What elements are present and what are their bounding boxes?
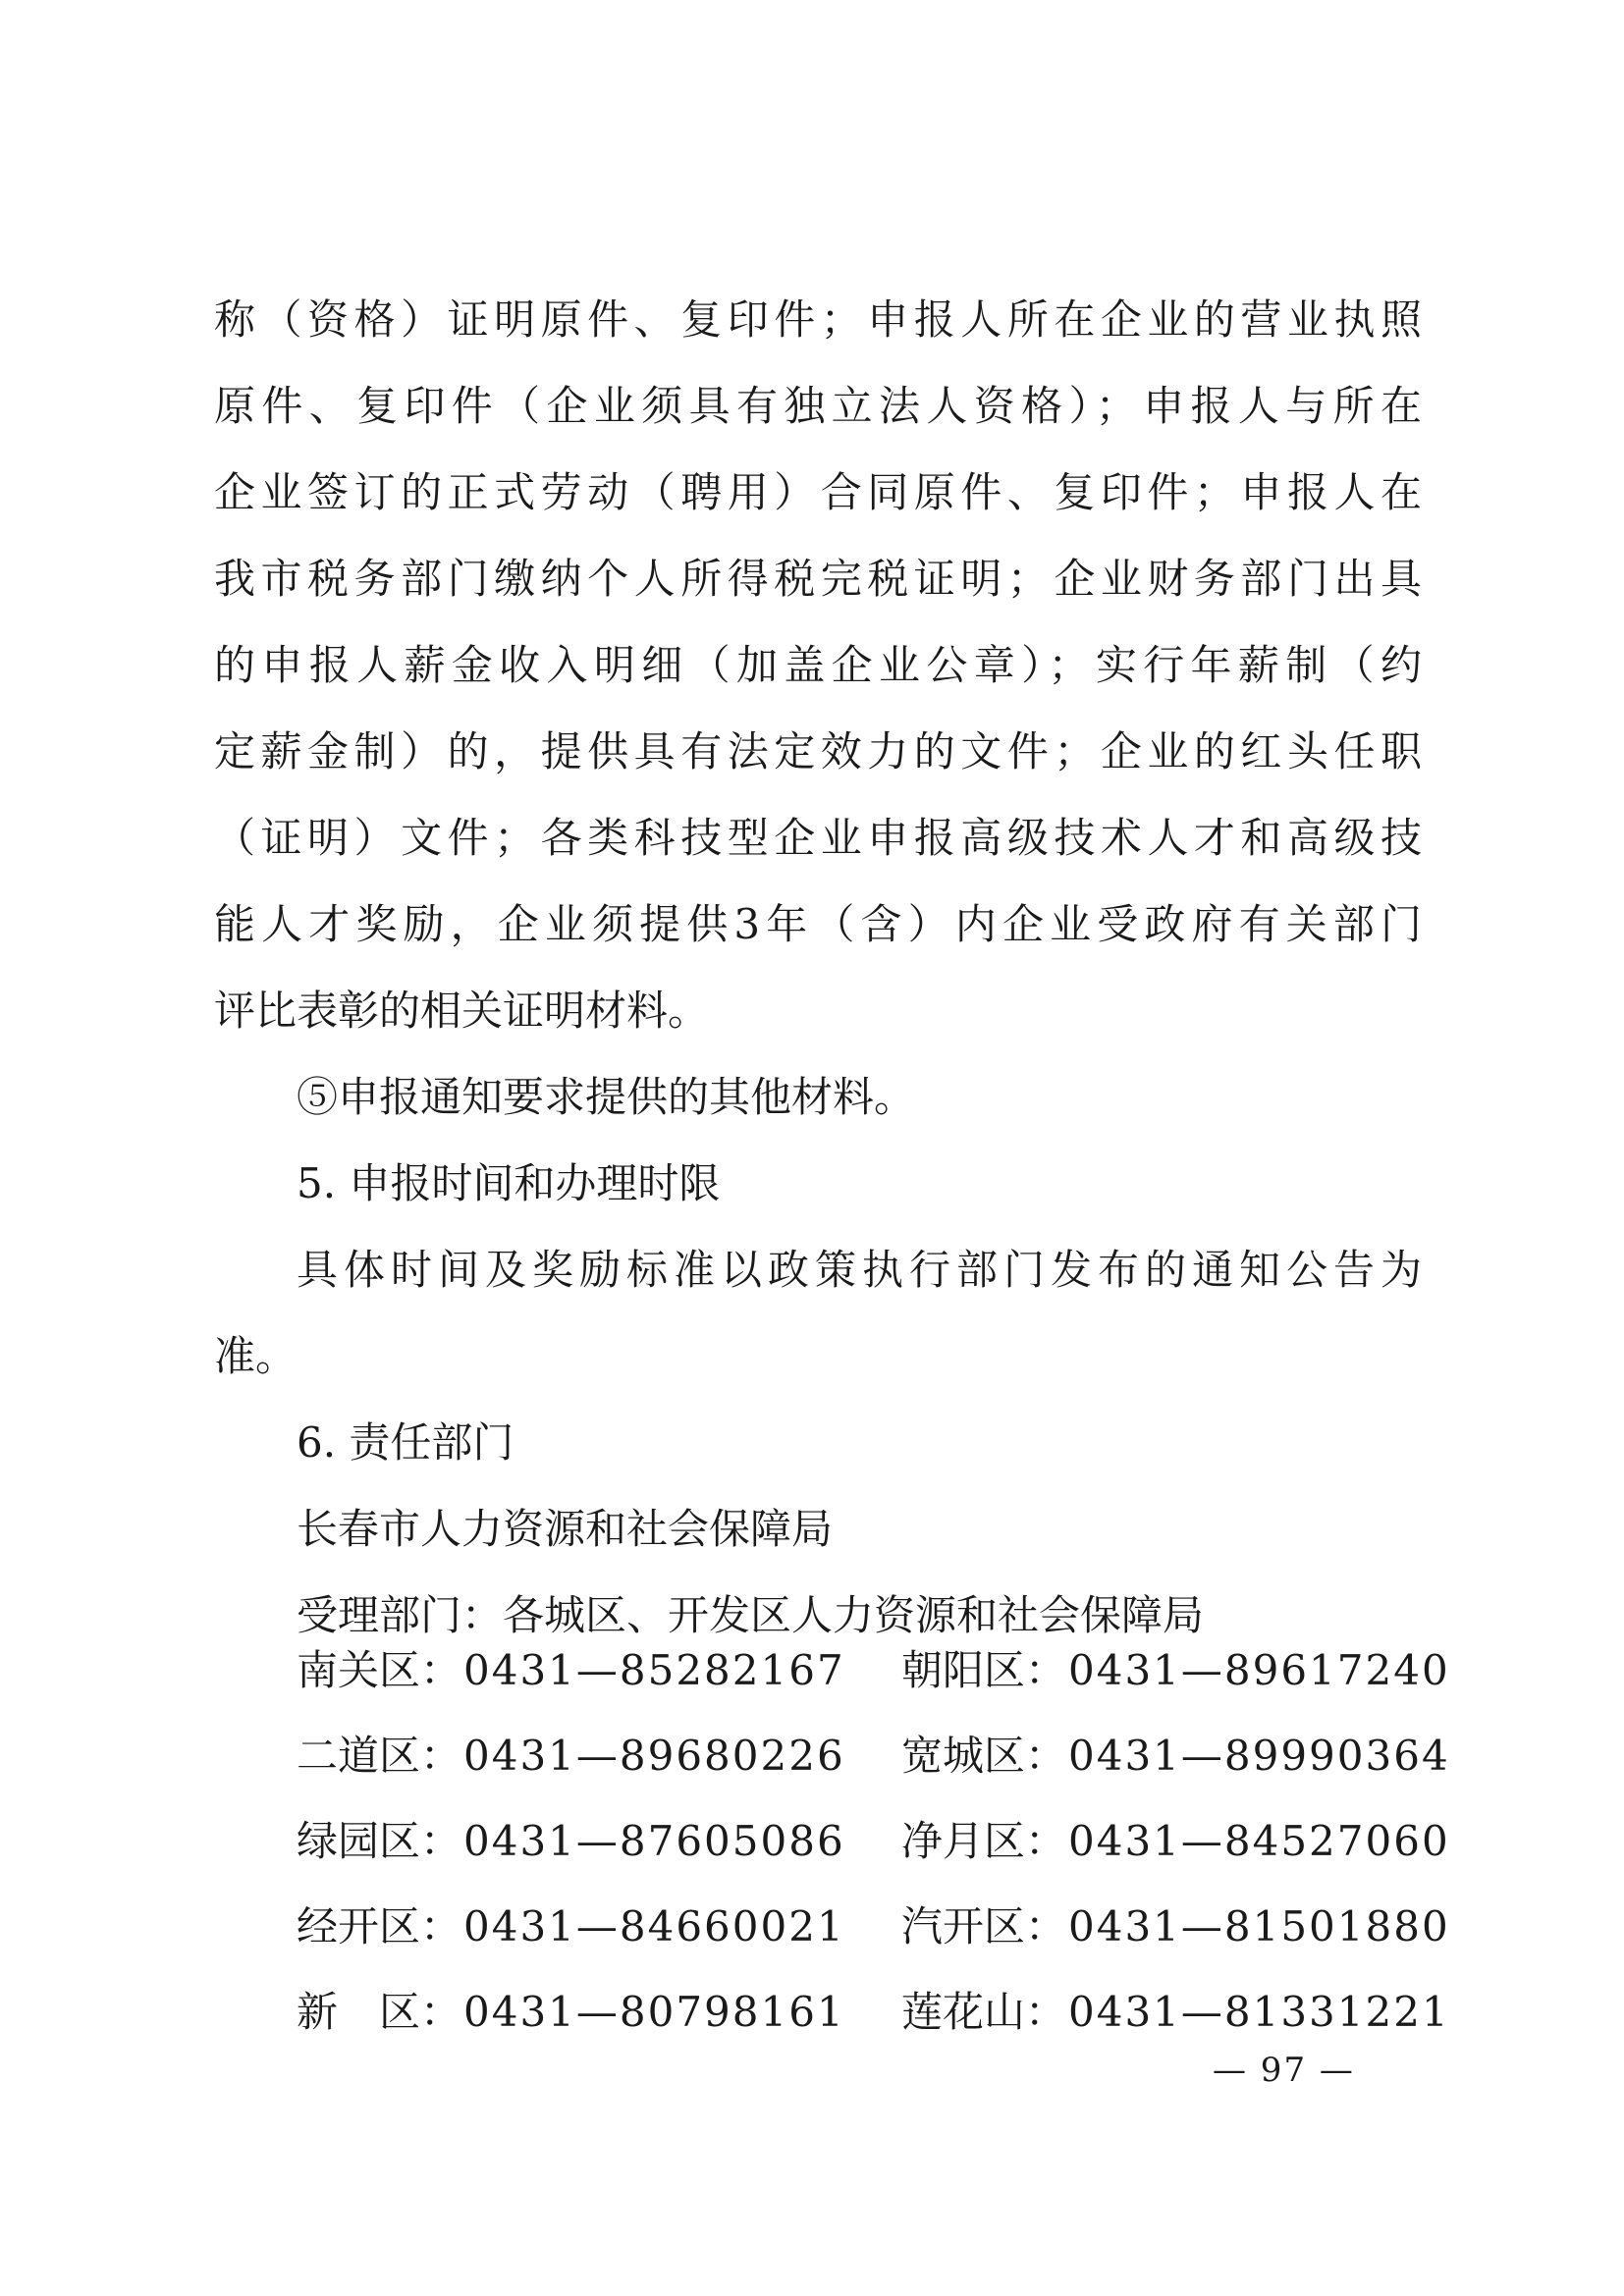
phone-number: ：0431—89990364 xyxy=(1025,1732,1450,1780)
section-5-heading: 5. 申报时间和办理时限 xyxy=(297,1159,721,1207)
body-line-6: 定薪金制）的，提供具有法定效力的文件；企业的红头任职 xyxy=(214,727,1422,775)
body-line-1: 称（资格）证明原件、复印件；申报人所在企业的营业执照 xyxy=(214,295,1422,344)
phone-number: ：0431—89680226 xyxy=(420,1732,845,1780)
body-line-4: 我市税务部门缴纳个人所得税完税证明；企业财务部门出具 xyxy=(214,555,1422,603)
item-5-other-materials: ⑤申报通知要求提供的其他材料。 xyxy=(297,1073,916,1121)
phone-number: ：0431—80798161 xyxy=(420,1988,845,2036)
district-name: 朝阳区 xyxy=(901,1646,1026,1694)
district-name: 经开区 xyxy=(297,1902,421,1950)
district-name: 净月区 xyxy=(901,1817,1026,1865)
body-line-2: 原件、复印件（企业须具有独立法人资格）；申报人与所在 xyxy=(214,382,1422,430)
contact-entry xyxy=(297,1641,845,1700)
contact-entry xyxy=(297,1812,845,1871)
district-name: 二道区 xyxy=(297,1732,421,1780)
district-name: 莲花山 xyxy=(901,1988,1026,2036)
section-5-text-line-2: 准。 xyxy=(214,1332,298,1380)
body-line-9: 评比表彰的相关证明材料。 xyxy=(214,987,710,1035)
district-name: 新 区 xyxy=(297,1988,420,2036)
contact-entry xyxy=(901,1812,1450,1871)
phone-number: ：0431—85282167 xyxy=(420,1646,845,1694)
district-name: 南关区 xyxy=(297,1646,421,1694)
accepting-department: 受理部门：各城区、开发区人力资源和社会保障局 xyxy=(297,1591,1205,1639)
phone-number: ：0431—84660021 xyxy=(420,1902,845,1950)
district-name: 宽城区 xyxy=(901,1732,1026,1780)
contact-row xyxy=(297,1727,1450,1812)
contact-row xyxy=(297,1897,1450,1983)
contact-row xyxy=(297,1812,1450,1897)
contact-entry xyxy=(901,1897,1450,1956)
body-line-8: 能人才奖励，企业须提供3年（含）内企业受政府有关部门 xyxy=(214,900,1422,948)
body-line-3: 企业签订的正式劳动（聘用）合同原件、复印件；申报人在 xyxy=(214,468,1422,516)
responsible-department: 长春市人力资源和社会保障局 xyxy=(297,1505,834,1553)
body-line-5: 的申报人薪金收入明细（加盖企业公章）；实行年薪制（约 xyxy=(214,641,1422,689)
contact-entry xyxy=(297,1897,845,1956)
section-5-text-line-1: 具体时间及奖励标准以政策执行部门发布的通知公告为 xyxy=(297,1246,1422,1294)
contact-entry xyxy=(901,1727,1450,1786)
phone-number: ：0431—89617240 xyxy=(1025,1646,1450,1694)
section-6-heading: 6. 责任部门 xyxy=(297,1418,514,1467)
contact-entry xyxy=(297,1727,845,1786)
contact-row xyxy=(297,1641,1450,1727)
contact-list xyxy=(297,1641,1450,2068)
contact-entry xyxy=(901,1641,1450,1700)
page-number: — 97 — xyxy=(1213,2051,1355,2090)
phone-number: ：0431—87605086 xyxy=(420,1817,845,1865)
phone-number: ：0431—81501880 xyxy=(1025,1902,1450,1950)
phone-number: ：0431—81331221 xyxy=(1025,1988,1450,2036)
district-name: 绿园区 xyxy=(297,1817,421,1865)
district-name: 汽开区 xyxy=(901,1902,1026,1950)
contact-entry xyxy=(901,1983,1450,2042)
phone-number: ：0431—84527060 xyxy=(1025,1817,1450,1865)
contact-entry xyxy=(297,1983,845,2042)
body-line-7: （证明）文件；各类科技型企业申报高级技术人才和高级技 xyxy=(214,814,1422,862)
